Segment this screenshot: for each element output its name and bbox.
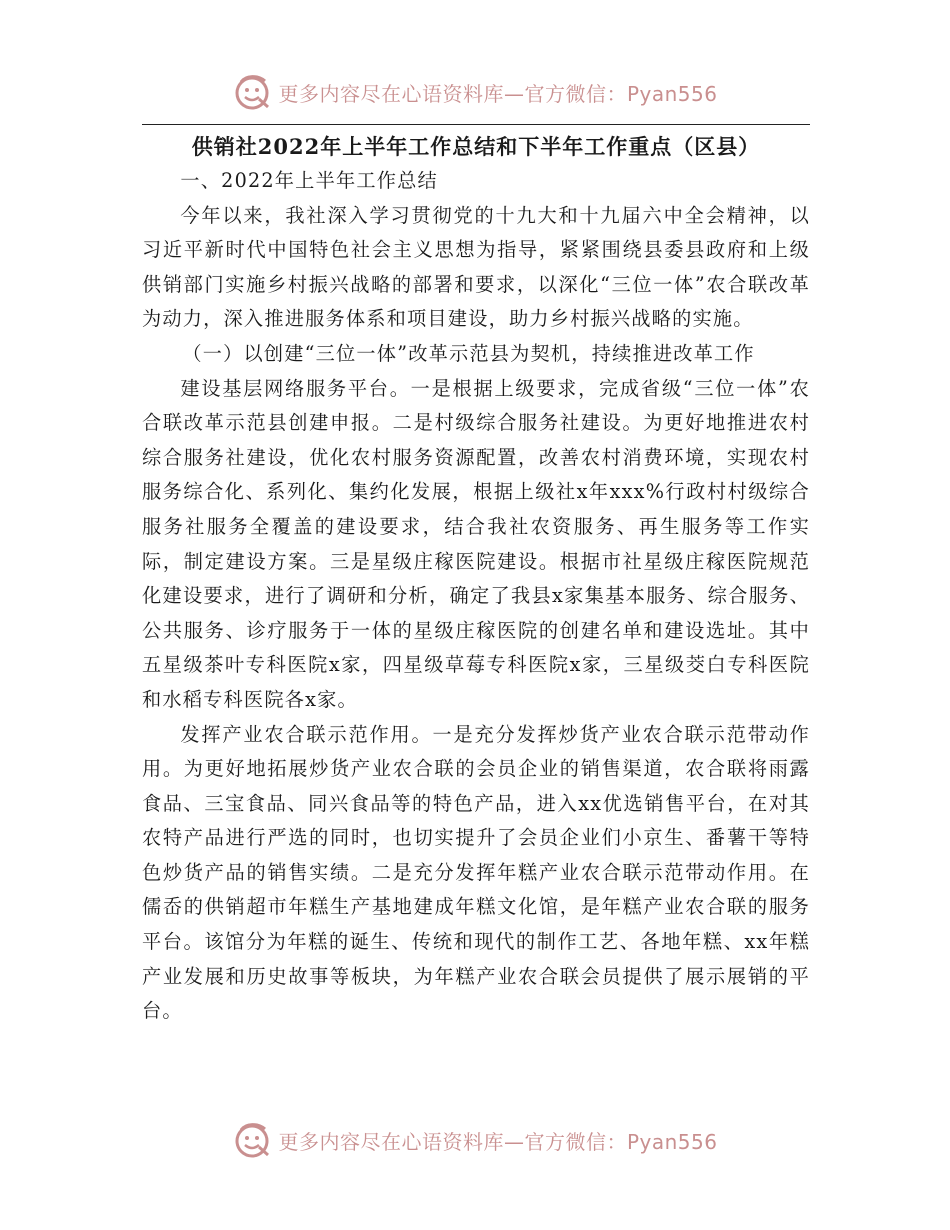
smiling-face-logo-icon — [232, 72, 272, 112]
intro-paragraph: 今年以来，我社深入学习贯彻党的十九大和十九届六中全会精神，以习近平新时代中国特色社会主义思想为指导，紧紧围绕县委县政府和上级供销部门实施乡村振兴战略的部署和要求，以深化“三位一体”农合联改革为动力，深入推进服务体系和项目建设，助力乡村振兴战略的实施。 — [142, 203, 810, 331]
smiling-face-logo-icon — [232, 1120, 272, 1160]
watermark-banner-top — [0, 70, 950, 114]
demonstration-paragraph: 发挥产业农合联示范作用。一是充分发挥炒货产业农合联示范带动作用。为更好地拓展炒货产业农合联的会员企业的销售渠道，农合联将雨露食品、三宝食品、同兴食品等的特色产品，进入xx优选销售平台，在对其农特产品进行严选的同时，也切实提升了会员企业们小京生、番薯干等特色炒货产品的销售实绩。二是充分发挥年糕产业农合联示范带动作用。在儒岙的供销超市年糕生产基地建成年糕文化馆，是年糕产业农合联的服务平台。该馆分为年糕的诞生、传统和现代的制作工艺、各地年糕、xx年糕产业发展和历史故事等板块，为年糕产业农合联会员提供了展示展销的平台。 — [142, 722, 810, 1023]
document-title: 供销社2022年上半年工作总结和下半年工作重点（区县） — [191, 134, 761, 159]
section-heading: 一、2022年上半年工作总结 — [180, 169, 438, 192]
watermark-text: 更多内容尽在心语资料库—官方微信：Pyan556 — [278, 1129, 718, 1154]
watermark-banner-bottom — [0, 1118, 950, 1162]
document-body — [142, 124, 810, 1029]
watermark-text: 更多内容尽在心语资料库—官方微信：Pyan556 — [278, 81, 718, 106]
platform-paragraph: 建设基层网络服务平台。一是根据上级要求，完成省级“三位一体”农合联改革示范县创建申报。二是村级综合服务社建设。为更好地推进农村综合服务社建设，优化农村服务资源配置，改善农村消费环境，实现农村服务综合化、系列化、集约化发展，根据上级社x年xxx%行政村村级综合服务社服务全覆盖的建设要求，结合我社农资服务、再生服务等工作实际，制定建设方案。三是星级庄稼医院建设。根据市社星级庄稼医院规范化建设要求，进行了调研和分析，确定了我县x家集基本服务、综合服务、公共服务、诊疗服务于一体的星级庄稼医院的创建名单和建设选址。其中五星级茶叶专科医院x家，四星级草莓专科医院x家，三星级茭白专科医院和水稻专科医院各x家。 — [142, 376, 810, 711]
subsection-heading: （一）以创建“三位一体”改革示范县为契机，持续推进改革工作 — [182, 341, 755, 365]
